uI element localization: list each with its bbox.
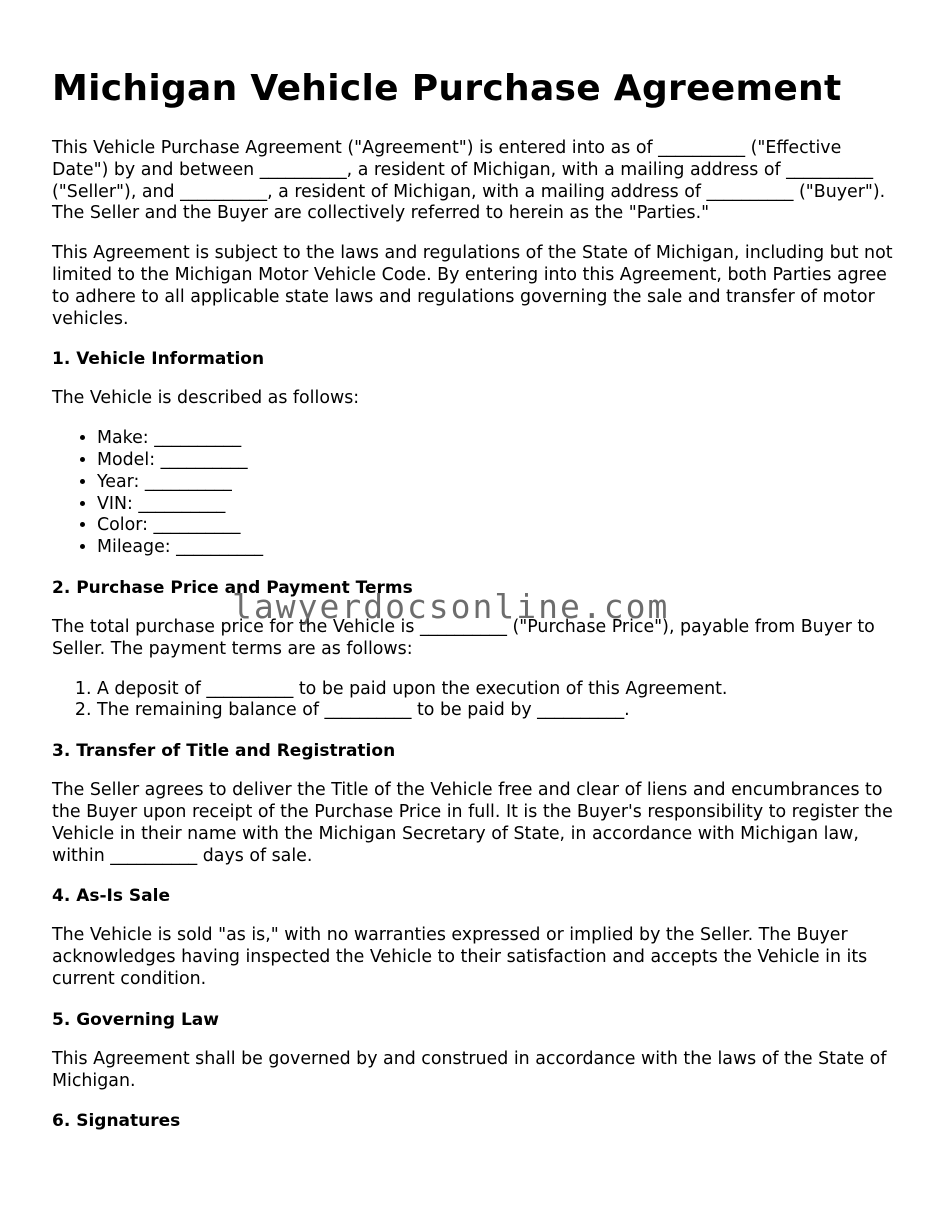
section-heading-purchase-price: 2. Purchase Price and Payment Terms (52, 577, 413, 598)
section-heading-signatures: 6. Signatures (52, 1111, 181, 1132)
list-item: • Year: __________ (97, 472, 894, 494)
law-paragraph: This Agreement is subject to the laws and regulations of the State of Michigan, including but not limited to the Michigan Motor Vehicle Code. By entering into this Agreement, both Parties agree to adhere to all applicable state laws and regulations governing the sale and transfer of motor vehicles. (52, 243, 893, 329)
document-title: Michigan Vehicle Purchase Agreement (52, 68, 842, 109)
document-page (52, 66, 894, 1150)
purchase-price-text: The total purchase price for the Vehicle is __________ ("Purchase Price"), payable from Buyer to Seller. The payment terms are as follows: (52, 616, 875, 659)
vehicle-info-text: The Vehicle is described as follows: (52, 388, 360, 409)
list-item: • VIN: __________ (97, 494, 894, 516)
section-heading-vehicle-information: 1. Vehicle Information (52, 349, 265, 370)
section-heading-governing-law: 5. Governing Law (52, 1009, 219, 1030)
intro-paragraph: This Vehicle Purchase Agreement ("Agreement") is entered into as of __________ ("Effective Date") by and between __________, a resident of Michigan, with a mailing address of __________ ("Seller"), and __________, a resident of Michigan, with a mailing address of __________ ("Buyer"). The Seller and the Buyer are collectively referred to herein as the "Parties." (52, 138, 886, 224)
list-item: • Mileage: __________ (97, 537, 894, 559)
vehicle-details-list (52, 428, 894, 559)
list-item: • Model: __________ (97, 450, 894, 472)
watermark-text: lawyerdocsonline.com (232, 587, 670, 626)
list-item: • Color: __________ (97, 515, 894, 537)
section-heading-as-is-sale: 4. As-Is Sale (52, 886, 170, 907)
list-item: 2. The remaining balance of __________ to be paid by __________. (97, 700, 894, 722)
payment-terms-list (52, 679, 894, 723)
title-transfer-text: The Seller agrees to deliver the Title of the Vehicle free and clear of liens and encumbrances to the Buyer upon receipt of the Purchase Price in full. It is the Buyer's responsibility to register the Vehicle in their name with the Michigan Secretary of State, in accordance with Michigan law, within __________ days of sale. (52, 780, 893, 866)
governing-law-text: This Agreement shall be governed by and construed in accordance with the laws of the State of Michigan. (52, 1048, 887, 1091)
list-item: 1. A deposit of __________ to be paid upon the execution of this Agreement. (97, 679, 894, 701)
as-is-text: The Vehicle is sold "as is," with no warranties expressed or implied by the Seller. The Buyer acknowledges having inspected the Vehicle to their satisfaction and accepts the Vehicle in its current condition. (52, 925, 868, 989)
list-item: • Make: __________ (97, 428, 894, 450)
section-heading-title-transfer: 3. Transfer of Title and Registration (52, 741, 396, 762)
